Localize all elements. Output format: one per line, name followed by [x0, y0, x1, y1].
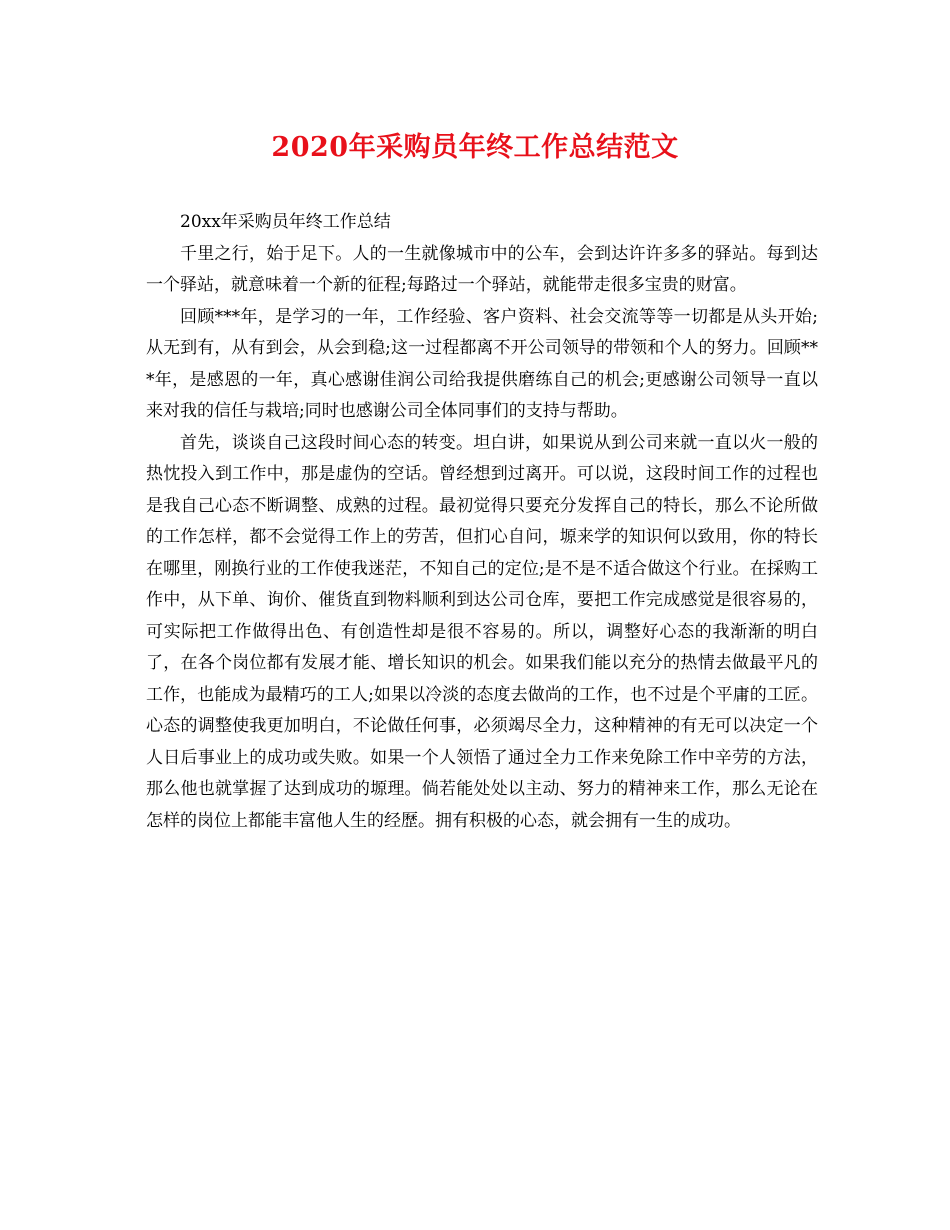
- body-paragraph: 首先，谈谈自己这段时间心态的转变。坦白讲，如果说从到公司来就一直以火一般的热忱投入到工作中，那是虚伪的空话。曾经想到过离开。可以说，这段时间工作的过程也是我自己心态不断调整、成熟的过程。最初觉得只要充分发挥自己的特长，那么不论所做的工作怎样，都不会觉得工作上的劳苦，但扪心自问，塬来学的知识何以致用，你的特长在哪里，刚换行业的工作使我迷茫，不知自己的定位;是不是不适合做这个行业。在採购工作中，从下单、询价、催货直到物料顺利到达公司仓库，要把工作完成感觉是很容易的，可实际把工作做得出色、有创造性却是很不容易的。所以，调整好心态的我渐渐的明白了，在各个岗位都有发展才能、增长知识的机会。如果我们能以充分的热情去做最平凡的工作，也能成为最精巧的工人;如果以冷淡的态度去做尚的工作，也不过是个平庸的工匠。心态的调整使我更加明白，不论做任何事，必须竭尽全力，这种精神的有无可以决定一个人日后事业上的成功或失败。如果一个人领悟了通过全力工作来免除工作中辛劳的方法，那么他也就掌握了达到成功的塬理。倘若能处处以主动、努力的精神来工作，那么无论在怎样的岗位上都能丰富他人生的经歷。拥有积极的心态，就会拥有一生的成功。: [146, 432, 818, 831]
- body-paragraph: 千里之行，始于足下。人的一生就像城市中的公车，会到达许许多多的驿站。每到达一个驿站，就意味着一个新的征程;每路过一个驿站，就能带走很多宝贵的财富。: [146, 243, 818, 295]
- document-title: 2020年采购员年终工作总结范文: [271, 132, 679, 163]
- body-paragraph: 回顾***年，是学习的一年，工作经验、客户资料、社会交流等等一切都是从头开始;从无到有，从有到会，从会到稳;这一过程都离不开公司领导的带领和个人的努力。回顾***年，是感恩的一年，真心感谢佳润公司给我提供磨练自己的机会;更感谢公司领导一直以来对我的信任与栽培;同时也感谢公司全体同事们的支持与帮助。: [146, 306, 818, 421]
- document-body: [146, 207, 818, 837]
- subtitle-paragraph: 20xx年采购员年终工作总结: [180, 212, 391, 232]
